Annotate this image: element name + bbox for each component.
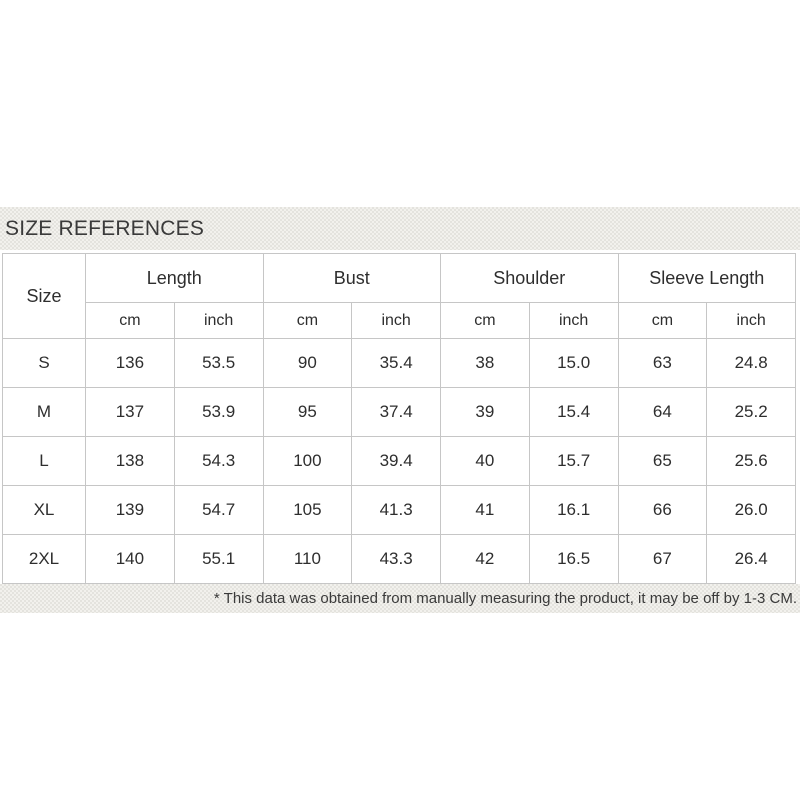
table-row <box>3 437 796 486</box>
unit-header-sleeve-inch: inch <box>707 303 796 339</box>
size-table-container <box>2 253 796 584</box>
table-cell: 43.3 <box>352 535 441 584</box>
unit-header-bust-inch: inch <box>352 303 441 339</box>
table-cell: 100 <box>263 437 352 486</box>
table-cell: 140 <box>86 535 175 584</box>
table-cell: 110 <box>263 535 352 584</box>
table-cell: 137 <box>86 388 175 437</box>
unit-header-length-inch: inch <box>174 303 263 339</box>
col-header-length: Length <box>86 254 264 303</box>
size-label-cell: S <box>3 339 86 388</box>
size-label-cell: M <box>3 388 86 437</box>
unit-header-bust-cm: cm <box>263 303 352 339</box>
table-cell: 16.5 <box>529 535 618 584</box>
table-cell: 37.4 <box>352 388 441 437</box>
footnote-band <box>0 584 800 613</box>
col-header-bust: Bust <box>263 254 441 303</box>
unit-header-shoulder-inch: inch <box>529 303 618 339</box>
table-cell: 25.6 <box>707 437 796 486</box>
col-header-shoulder: Shoulder <box>441 254 619 303</box>
size-label-cell: 2XL <box>3 535 86 584</box>
table-header-row-units <box>3 303 796 339</box>
table-row <box>3 388 796 437</box>
table-cell: 54.3 <box>174 437 263 486</box>
table-cell: 53.9 <box>174 388 263 437</box>
table-cell: 105 <box>263 486 352 535</box>
table-cell: 39.4 <box>352 437 441 486</box>
table-cell: 54.7 <box>174 486 263 535</box>
table-cell: 55.1 <box>174 535 263 584</box>
table-cell: 16.1 <box>529 486 618 535</box>
col-header-sleeve-length: Sleeve Length <box>618 254 796 303</box>
size-table-header <box>3 254 796 339</box>
table-cell: 63 <box>618 339 707 388</box>
table-cell: 136 <box>86 339 175 388</box>
page-title: SIZE REFERENCES <box>5 217 205 240</box>
table-cell: 26.4 <box>707 535 796 584</box>
table-cell: 66 <box>618 486 707 535</box>
table-cell: 40 <box>441 437 530 486</box>
table-header-row-groups <box>3 254 796 303</box>
table-row <box>3 486 796 535</box>
table-cell: 42 <box>441 535 530 584</box>
table-cell: 26.0 <box>707 486 796 535</box>
title-band <box>0 207 800 250</box>
table-cell: 38 <box>441 339 530 388</box>
table-cell: 15.4 <box>529 388 618 437</box>
table-cell: 35.4 <box>352 339 441 388</box>
size-label-cell: L <box>3 437 86 486</box>
table-cell: 67 <box>618 535 707 584</box>
table-cell: 53.5 <box>174 339 263 388</box>
table-cell: 24.8 <box>707 339 796 388</box>
table-cell: 64 <box>618 388 707 437</box>
col-header-size: Size <box>3 254 86 339</box>
unit-header-sleeve-cm: cm <box>618 303 707 339</box>
table-cell: 41.3 <box>352 486 441 535</box>
size-table <box>2 253 796 584</box>
unit-header-length-cm: cm <box>86 303 175 339</box>
table-cell: 139 <box>86 486 175 535</box>
table-cell: 90 <box>263 339 352 388</box>
table-cell: 65 <box>618 437 707 486</box>
table-cell: 15.0 <box>529 339 618 388</box>
size-label-cell: XL <box>3 486 86 535</box>
size-table-body <box>3 339 796 584</box>
measurement-disclaimer: * This data was obtained from manually measuring the product, it may be off by 1-3 CM. <box>213 590 797 607</box>
table-cell: 25.2 <box>707 388 796 437</box>
table-cell: 15.7 <box>529 437 618 486</box>
table-row <box>3 535 796 584</box>
table-cell: 41 <box>441 486 530 535</box>
unit-header-shoulder-cm: cm <box>441 303 530 339</box>
table-cell: 138 <box>86 437 175 486</box>
table-row <box>3 339 796 388</box>
table-cell: 95 <box>263 388 352 437</box>
table-cell: 39 <box>441 388 530 437</box>
